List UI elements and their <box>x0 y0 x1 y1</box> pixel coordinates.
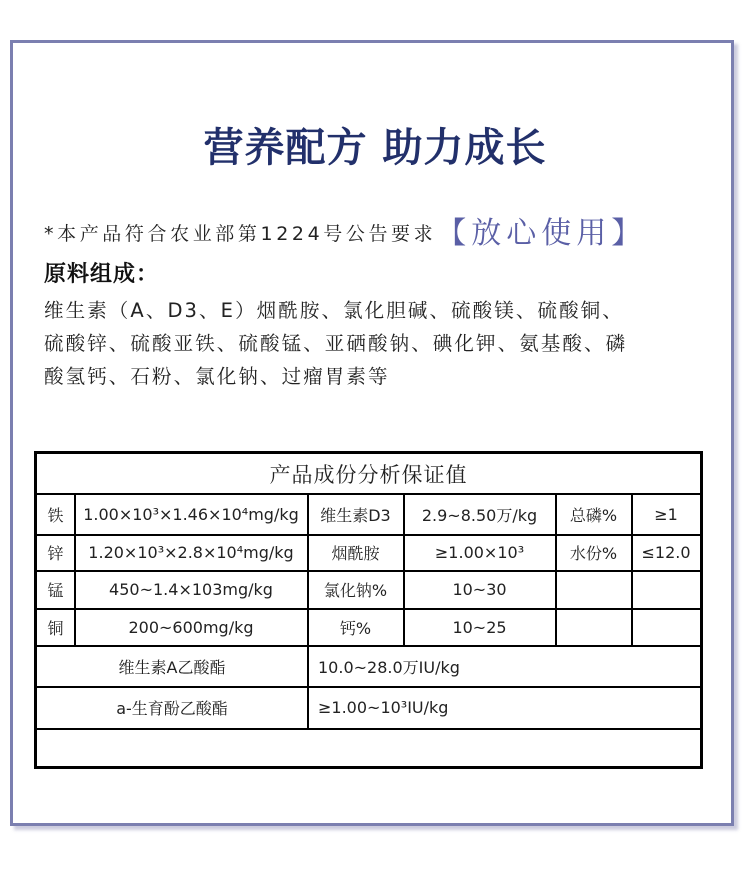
compliance-highlight: 【放心使用】 <box>436 216 647 251</box>
table-cell: a-生育酚乙酸酯 <box>116 699 228 718</box>
table-cell <box>556 571 631 608</box>
table-cell: 锰 <box>47 581 64 600</box>
ingredients-list <box>44 294 712 393</box>
table-cell: ≤12.0 <box>641 543 691 562</box>
table-cell: 2.9~8.50万/kg <box>421 505 538 525</box>
ingredients-line: 酸氢钙、石粉、氯化钠、过瘤胃素等 <box>44 365 390 388</box>
table-cell: 1.00×10³×1.46×10⁴mg/kg <box>83 504 299 524</box>
table-cell: 总磷% <box>569 505 618 525</box>
page-title: 营养配方 助力成长 <box>203 125 547 171</box>
table-cell <box>556 609 631 645</box>
table-cell: 烟酰胺 <box>331 544 380 563</box>
ingredients-heading: 原料组成： <box>44 262 160 287</box>
table-cell: 10~30 <box>452 580 507 599</box>
table-cell: 1.20×10³×2.8×10⁴mg/kg <box>88 543 294 562</box>
ingredients-line: 维生素（A、D3、E）烟酰胺、氯化胆碱、硫酸镁、硫酸铜、 <box>44 299 624 322</box>
table-cell: 维生素A乙酸酯 <box>118 657 226 677</box>
ingredients-line: 硫酸锌、硫酸亚铁、硫酸锰、亚硒酸钠、碘化钾、氨基酸、磷 <box>44 332 628 355</box>
table-cell: 维生素D3 <box>320 505 391 525</box>
table-cell <box>632 609 700 645</box>
compliance-text: *本产品符合农业部第1224号公告要求 <box>44 223 437 245</box>
table-cell: ≥1.00~10³IU/kg <box>318 698 449 717</box>
table-rule <box>37 728 700 730</box>
table-cell: 锌 <box>47 544 64 563</box>
table-cell <box>632 571 700 608</box>
compliance-notice <box>44 208 646 252</box>
table-cell: ≥1 <box>654 504 678 524</box>
table-cell: 铁 <box>47 505 64 525</box>
table-cell: 200~600mg/kg <box>128 617 254 637</box>
analysis-table <box>34 451 703 769</box>
table-header: 产品成份分析保证值 <box>269 462 468 487</box>
table-cell: 10~25 <box>452 617 507 637</box>
table-cell: 钙% <box>339 618 372 638</box>
table-cell: 氯化钠% <box>323 581 388 600</box>
table-cell: 450~1.4×103mg/kg <box>109 580 273 599</box>
table-cell: 铜 <box>47 618 64 638</box>
table-cell: 水份% <box>569 544 618 563</box>
table-cell: 10.0~28.0万IU/kg <box>318 657 460 677</box>
table-cell: ≥1.00×10³ <box>434 543 525 562</box>
